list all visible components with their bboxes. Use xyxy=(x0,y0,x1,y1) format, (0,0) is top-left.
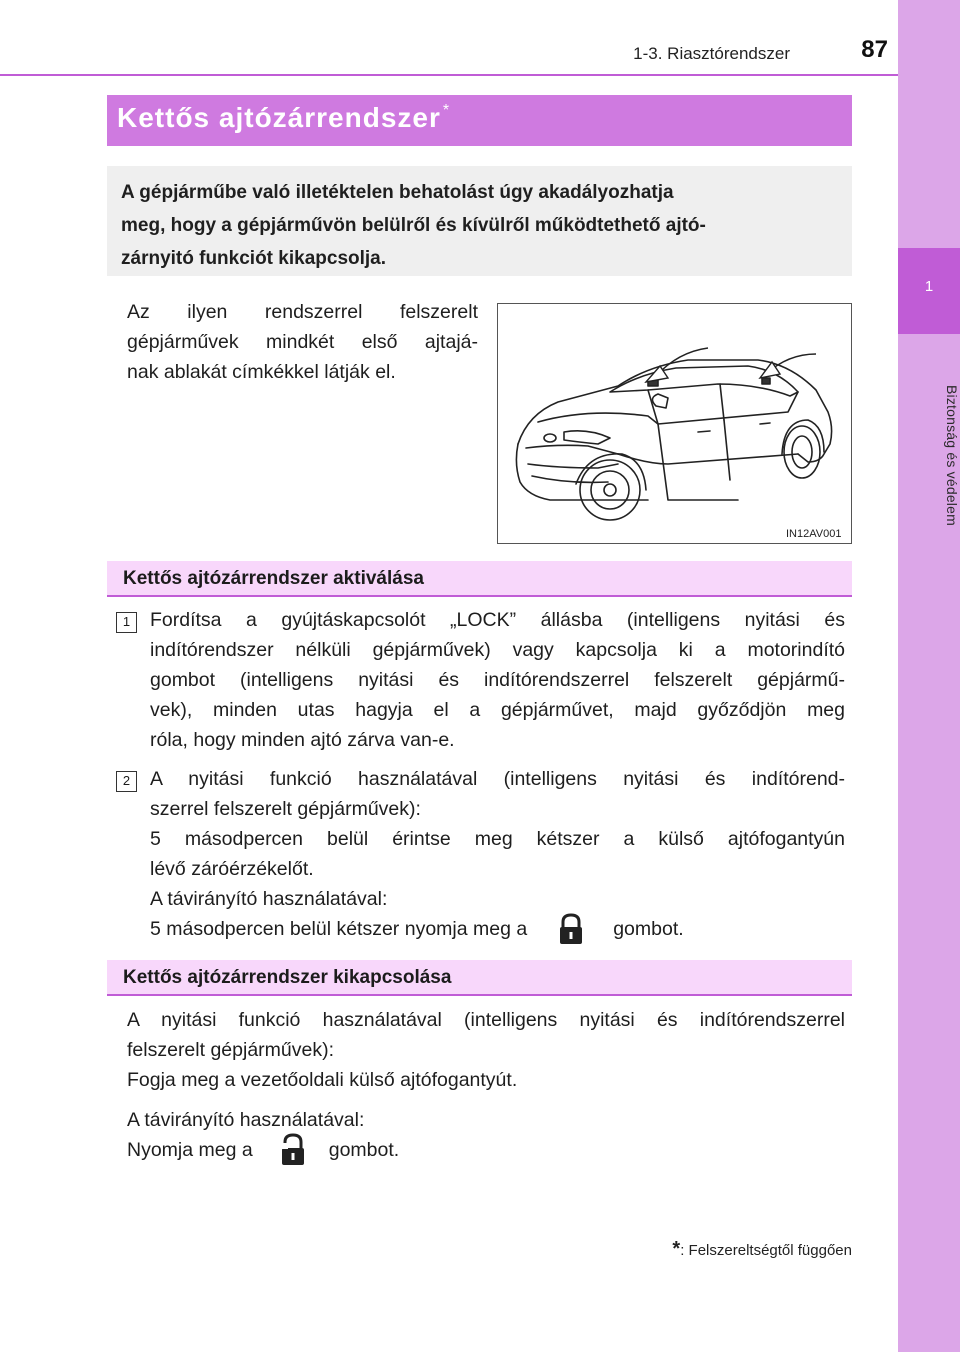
step-2-text xyxy=(150,764,845,946)
intro-line: meg, hogy a gépjárművön belülről és kívülről működtethető ajtó- xyxy=(121,215,706,236)
step-1-line: gombot (intelligens nyitási és indítórendszerrel felszerelt gépjármű- xyxy=(150,669,845,691)
page-title-text: Kettős ajtózárrendszer xyxy=(117,102,441,133)
intro-text xyxy=(121,176,839,275)
figure-box xyxy=(497,303,852,544)
label-line: gépjárművek mindkét első ajtajá- xyxy=(127,331,478,353)
step-2-last-line xyxy=(150,912,845,946)
step-2-press-after: gombot. xyxy=(613,918,684,940)
step-2-line: 5 másodpercen belül érintse meg kétszer a külső ajtófogantyún xyxy=(150,828,845,850)
deactivation-line: Fogja meg a vezetőoldali külső ajtófogantyút. xyxy=(127,1069,518,1091)
footnote xyxy=(620,1238,852,1261)
step-1-text xyxy=(150,605,845,755)
step-2-line: lévő záróérzékelőt. xyxy=(150,858,314,880)
deactivation-line: felszerelt gépjárművek): xyxy=(127,1039,334,1061)
deactivation-line: A nyitási funkció használatával (intelligens nyitási és indítórendszerrel xyxy=(127,1009,845,1031)
chapter-number: 1 xyxy=(924,278,934,295)
step-2-line: A távirányító használatával: xyxy=(150,888,388,910)
step-1-line: indítórendszer nélküli gépjárművek) vagy kapcsolja ki a motorindító xyxy=(150,639,845,661)
car-illustration-icon xyxy=(498,304,850,542)
step-1-line: vek), minden utas hagyja el a gépjárművet, majd győződjön meg xyxy=(150,699,845,721)
footnote-marker: * xyxy=(672,1238,681,1260)
deactivation-heading: Kettős ajtózárrendszer kikapcsolása xyxy=(123,967,452,988)
step-2-line: szerrel felszerelt gépjárművek): xyxy=(150,798,421,820)
label-line: Az ilyen rendszerrel felszerelt xyxy=(127,301,478,323)
page-title xyxy=(117,102,450,134)
label-line: nak ablakát címkékkel látják el. xyxy=(127,361,396,383)
side-tab xyxy=(898,0,960,1352)
deactivation-press-line xyxy=(127,1133,845,1167)
header-rule xyxy=(0,74,898,76)
step-1-line: róla, hogy minden ajtó zárva van-e. xyxy=(150,729,455,751)
label-paragraph xyxy=(127,297,478,387)
lock-icon xyxy=(557,912,585,946)
deactivation-press-before: Nyomja meg a xyxy=(127,1139,253,1161)
deactivation-text xyxy=(127,1005,845,1167)
intro-line: zárnyitó funkciót kikapcsolja. xyxy=(121,248,387,269)
unlock-icon xyxy=(279,1133,307,1167)
activation-heading: Kettős ajtózárrendszer aktiválása xyxy=(123,568,424,589)
deactivation-press-after: gombot. xyxy=(328,1139,400,1161)
step-2-press-before: 5 másodpercen belül kétszer nyomja meg a xyxy=(150,918,528,940)
step-2-line: A nyitási funkció használatával (intelligens nyitási és indítórend- xyxy=(150,768,845,790)
chapter-label: Biztonság és védelem xyxy=(944,384,960,526)
figure-code: IN12AV001 xyxy=(786,528,842,540)
page-number: 87 xyxy=(861,36,888,63)
step-number-2: 2 xyxy=(116,771,137,792)
step-number-1: 1 xyxy=(116,612,137,633)
title-marker: * xyxy=(442,102,451,119)
step-1-line: Fordítsa a gyújtáskapcsolót „LOCK” állásba (intelligens nyitási és xyxy=(150,609,845,631)
intro-line: A gépjárműbe való illetéktelen behatolást úgy akadályozhatja xyxy=(121,182,674,203)
footnote-text: : Felszereltségtől függően xyxy=(680,1242,852,1259)
section-title: 1-3. Riasztórendszer xyxy=(633,44,790,63)
remote-label: A távirányító használatával: xyxy=(127,1109,365,1131)
